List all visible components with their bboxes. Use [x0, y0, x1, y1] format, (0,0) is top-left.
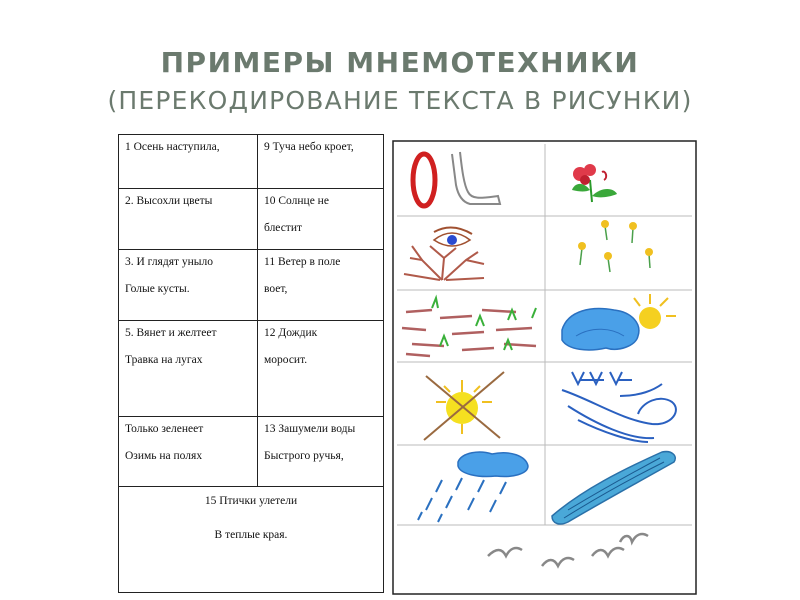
poem-cell: 1 Осень наступила,: [119, 135, 258, 189]
poem-cell: 3. И глядят уныло Голые кусты.: [119, 250, 258, 321]
table-row: [119, 250, 384, 321]
page-subtitle: (ПЕРЕКОДИРОВАНИЕ ТЕКСТА В РИСУНКИ): [107, 86, 693, 115]
table-row: [119, 135, 384, 189]
table-row: [119, 417, 384, 487]
table-row: [119, 321, 384, 417]
poem-cell: Только зеленеет Озимь на полях: [119, 417, 258, 487]
poem-cell: 11 Ветер в поле воет,: [258, 250, 384, 321]
poem-cell: 13 Зашумели воды Быстрого ручья,: [258, 417, 384, 487]
poem-cell: 9 Туча небо кроет,: [258, 135, 384, 189]
poem-cell: 2. Высохли цветы: [119, 189, 258, 250]
table-row: [119, 487, 384, 593]
poem-cell: 12 Дождик моросит.: [258, 321, 384, 417]
poem-table: [118, 134, 384, 593]
poem-cell: 5. Вянет и желтеет Травка на лугах: [119, 321, 258, 417]
page-title: ПРИМЕРЫ МНЕМОТЕХНИКИ: [160, 46, 640, 79]
mnemonic-drawings: [392, 140, 697, 595]
table-row: [119, 189, 384, 250]
poem-cell: 10 Солнце не блестит: [258, 189, 384, 250]
poem-cell-final: 15 Птички улетели В теплые края.: [119, 487, 384, 593]
